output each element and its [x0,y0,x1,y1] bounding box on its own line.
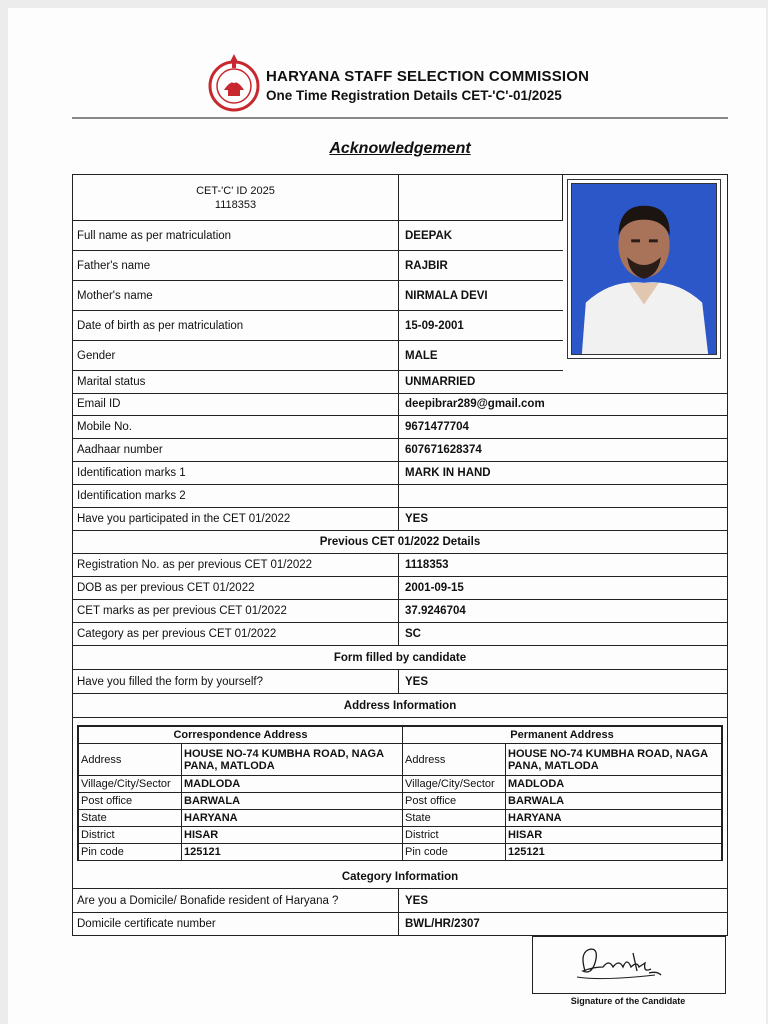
field-label: Have you filled the form by yourself? [73,670,399,693]
table-row [73,889,727,913]
field-value: UNMARRIED [405,376,476,388]
cet-id-cell [73,175,399,221]
hssc-emblem-icon [206,50,262,112]
table-row [73,508,727,531]
correspondence-value: 125121 [182,844,403,861]
address-field-label: Post office [403,793,506,810]
header-divider [72,117,728,119]
signature-caption: Signature of the Candidate [570,996,686,1006]
table-row [73,913,727,935]
table-row [73,281,563,311]
document-sheet [8,8,766,1024]
field-label: Identification marks 2 [73,485,399,507]
field-label: Email ID [73,393,399,415]
field-value: YES [405,894,429,907]
section-heading: Address Information [73,694,727,718]
address-field-label: Address [79,744,182,776]
cet-id-label: CET-'C' ID 2025 [196,184,275,197]
field-label: Domicile certificate number [73,913,399,935]
permanent-value: BARWALA [506,793,722,810]
field-value: YES [405,513,429,525]
table-row [73,554,727,577]
field-value: YES [405,675,429,688]
field-value: 1118353 [405,559,449,571]
address-table [77,725,723,861]
permanent-value: HISAR [506,827,722,844]
field-label: Mobile No. [73,416,399,438]
organization-name: HARYANA STAFF SELECTION COMMISSION [266,68,590,85]
field-label: Have you participated in the CET 01/2022 [73,508,399,530]
document-header [206,48,626,112]
correspondence-value: BARWALA [182,793,403,810]
field-value: RAJBIR [405,259,448,272]
table-row [73,623,727,646]
address-field-label: State [403,810,506,827]
field-value: 37.9246704 [405,605,466,617]
field-label: Aadhaar number [73,439,399,461]
table-row [73,311,563,341]
field-label: DOB as per previous CET 01/2022 [73,577,399,599]
correspondence-address-heading: Correspondence Address [79,727,403,744]
address-field-label: Pin code [79,844,182,861]
cet-id-blank-cell [399,175,563,221]
permanent-value: HARYANA [506,810,722,827]
address-field-label: Post office [79,793,182,810]
address-field-label: Village/City/Sector [403,776,506,793]
field-value: 2001-09-15 [405,582,464,594]
field-label: Full name as per matriculation [73,221,399,250]
table-row [73,600,727,623]
permanent-value: 125121 [506,844,722,861]
address-field-label: District [403,827,506,844]
field-value: 9671477704 [405,421,469,433]
address-field-label: State [79,810,182,827]
field-value: NIRMALA DEVI [405,289,488,302]
field-label: Category as per previous CET 01/2022 [73,623,399,645]
field-label: Registration No. as per previous CET 01/2022 [73,554,399,576]
section-heading: Form filled by candidate [73,646,727,670]
address-field-label: Address [403,744,506,776]
candidate-photo [567,179,721,359]
field-label: Father's name [73,251,399,280]
field-value: 15-09-2001 [405,319,464,332]
section-heading: Category Information [73,865,727,889]
table-row [73,577,727,600]
field-label: Mother's name [73,281,399,310]
permanent-value: HOUSE NO-74 KUMBHA ROAD, NAGA PANA, MATLODA [506,744,722,776]
table-row [73,670,727,694]
field-label: Marital status [73,371,399,393]
field-label: Are you a Domicile/ Bonafide resident of Haryana ? [73,889,399,912]
page-title: Acknowledgement [329,140,471,157]
correspondence-value: MADLODA [182,776,403,793]
field-label: CET marks as per previous CET 01/2022 [73,600,399,622]
table-row [73,221,563,251]
table-row [73,251,563,281]
cet-id-value: 1118353 [214,198,257,211]
field-value: MALE [405,349,438,362]
registration-table [72,174,728,936]
field-label: Date of birth as per matriculation [73,311,399,340]
correspondence-value: HISAR [182,827,403,844]
field-label: Gender [73,341,399,370]
field-value: MARK IN HAND [405,467,491,479]
address-field-label: Village/City/Sector [79,776,182,793]
address-field-label: Pin code [403,844,506,861]
table-row [73,485,727,508]
table-row [73,439,727,462]
candidate-portrait-icon [572,184,716,354]
table-row [73,371,727,394]
field-value: DEEPAK [405,229,453,242]
field-value: BWL/HR/2307 [405,918,480,930]
correspondence-value: HOUSE NO-74 KUMBHA ROAD, NAGA PANA, MATLODA [182,744,403,776]
section-heading: Previous CET 01/2022 Details [73,531,727,554]
field-label: Identification marks 1 [73,462,399,484]
table-row [73,341,563,371]
candidate-signature-icon [533,937,725,993]
permanent-value: MADLODA [506,776,722,793]
table-row [73,462,727,485]
permanent-address-heading: Permanent Address [403,727,722,744]
field-value: deepibrar289@gmail.com [405,398,545,410]
field-value: 607671628374 [405,444,482,456]
correspondence-value: HARYANA [182,810,403,827]
field-value: SC [405,628,421,640]
table-row [73,393,727,416]
document-subtitle: One Time Registration Details CET-'C'-01/2025 [266,88,562,103]
address-field-label: District [79,827,182,844]
signature-box [532,936,726,994]
table-row [73,416,727,439]
